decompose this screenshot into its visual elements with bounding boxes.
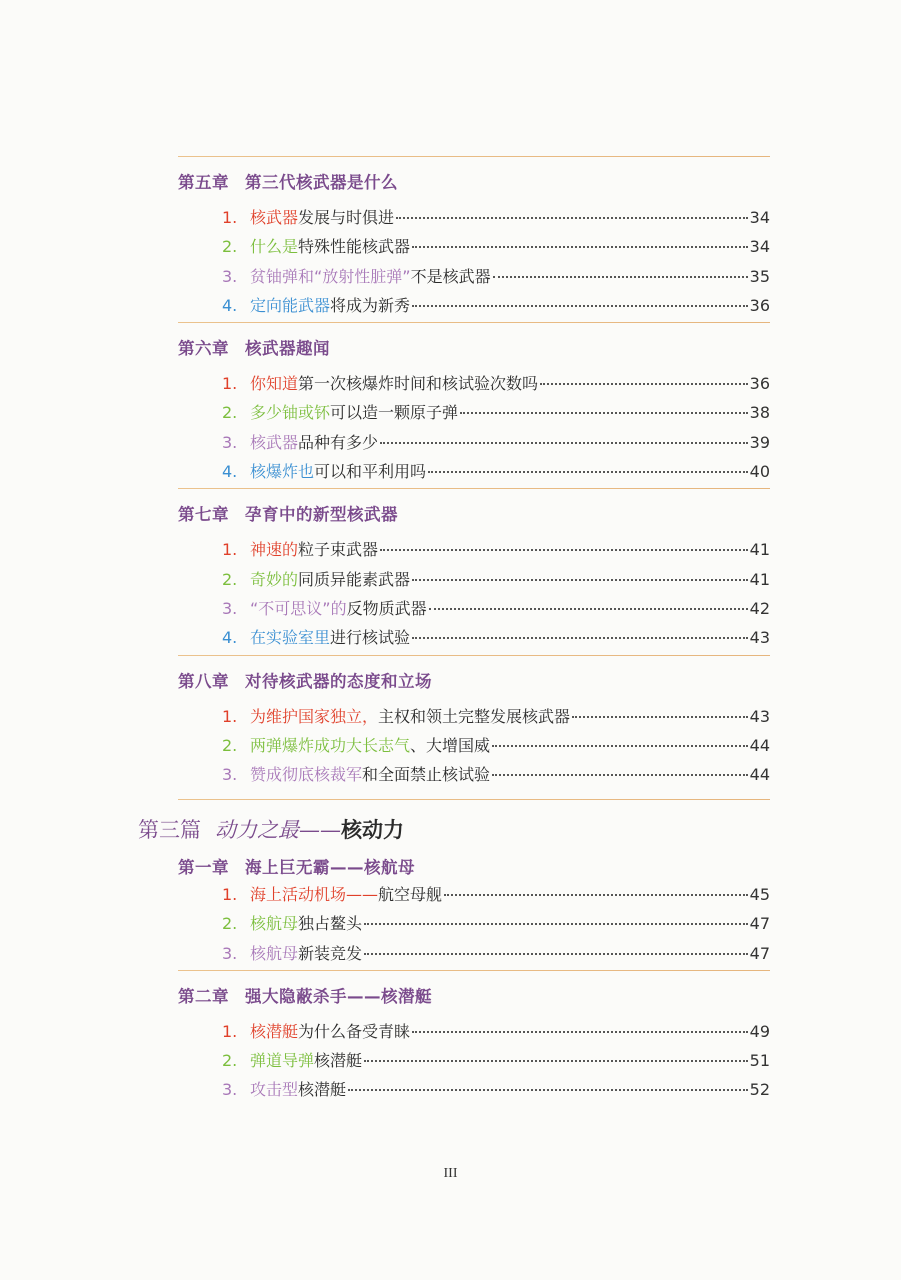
chapter-title: 强大隐蔽杀手——核潜艇 <box>245 986 432 1006</box>
chapter-number: 第八章 <box>178 671 229 691</box>
entry-number: 2. <box>222 735 238 755</box>
toc-entry[interactable] <box>222 625 770 654</box>
toc-entry[interactable] <box>222 371 770 400</box>
dot-leader <box>412 637 748 639</box>
entry-title-highlight: 什么是 <box>250 237 299 257</box>
chapter-heading <box>178 501 770 525</box>
entry-title-rest: 反物质武器 <box>346 598 427 618</box>
entry-number: 1. <box>222 885 238 904</box>
entry-title-rest: 品种有多少 <box>298 432 379 452</box>
entry-title-rest: 核潜艇 <box>314 1051 363 1071</box>
entry-page-number: 41 <box>749 569 770 589</box>
chapter-heading <box>178 169 770 193</box>
toc-entry[interactable] <box>222 1019 770 1048</box>
chapter-title: 对待核武器的态度和立场 <box>245 671 432 691</box>
dot-leader <box>412 246 748 248</box>
toc-entry[interactable] <box>222 537 770 566</box>
entry-title-highlight: 两弹爆炸成功大长志气 <box>250 735 411 755</box>
entry-title <box>250 537 378 560</box>
dot-leader <box>540 383 748 385</box>
toc-entry[interactable] <box>222 1077 770 1106</box>
entry-title <box>250 1077 346 1100</box>
entry-title-rest: 新装竞发 <box>298 943 363 963</box>
dot-leader <box>364 953 748 955</box>
entry-number: 3. <box>222 943 238 963</box>
chapter-block <box>178 848 770 970</box>
entry-title-rest: 发展与时俱进 <box>298 208 395 227</box>
chapter-divider <box>178 322 770 323</box>
entry-title <box>250 264 491 287</box>
entry-number: 2. <box>222 1051 238 1071</box>
entry-title-highlight: 海上活动机场—— <box>250 885 379 904</box>
entry-title-highlight: 弹道导弹 <box>250 1051 315 1071</box>
entry-title <box>250 205 394 228</box>
dot-leader <box>412 579 748 581</box>
entry-page-number: 38 <box>749 403 770 423</box>
toc-entry[interactable] <box>222 293 770 322</box>
entry-title <box>250 293 410 316</box>
entry-title <box>250 941 362 964</box>
toc-entry[interactable] <box>222 596 770 625</box>
toc-entry[interactable] <box>222 430 770 459</box>
entry-title-highlight: 赞成彻底核裁军 <box>250 765 363 785</box>
entry-title <box>250 911 362 934</box>
entry-number: 3. <box>222 1080 238 1100</box>
entry-title-highlight: 在实验室里 <box>250 628 331 648</box>
entry-list <box>178 882 770 970</box>
entry-title-highlight: 定向能武器 <box>250 295 331 315</box>
entry-title-highlight: 神速的 <box>250 540 299 560</box>
toc-section-b <box>178 848 770 1107</box>
entry-list <box>178 205 770 322</box>
entry-number: 3. <box>222 266 238 286</box>
entry-title-rest: 粒子束武器 <box>298 540 379 560</box>
toc-entry[interactable] <box>222 762 770 791</box>
entry-title-rest: 、大增国威 <box>410 735 491 755</box>
entry-number: 3. <box>222 765 238 785</box>
toc-entry[interactable] <box>222 882 770 911</box>
entry-title-highlight: 为维护国家独立， <box>250 706 379 726</box>
part-name: 动力之最—— <box>215 818 341 842</box>
chapter-title: 核武器趣闻 <box>245 339 330 359</box>
entry-list <box>178 1019 770 1107</box>
entry-title-highlight: 核航母 <box>250 914 299 934</box>
toc-entry[interactable] <box>222 400 770 429</box>
entry-title-highlight: 奇妙的 <box>250 569 299 589</box>
chapter-divider <box>178 970 770 971</box>
toc-entry[interactable] <box>222 264 770 293</box>
entry-page-number: 35 <box>749 266 770 286</box>
chapter-heading <box>178 983 770 1007</box>
toc-entry[interactable] <box>222 733 770 762</box>
chapter-number: 第五章 <box>178 173 229 192</box>
part-label: 第三篇 <box>138 818 201 842</box>
toc-entry[interactable] <box>222 1048 770 1077</box>
dot-leader <box>444 894 748 896</box>
dot-leader <box>380 442 748 444</box>
entry-number: 1. <box>222 208 238 227</box>
dot-leader <box>493 276 748 278</box>
chapter-number: 第一章 <box>178 858 229 877</box>
entry-page-number: 43 <box>749 628 770 648</box>
entry-list <box>178 704 770 792</box>
entry-page-number: 34 <box>749 237 770 257</box>
dot-leader <box>396 217 748 219</box>
dot-leader <box>380 549 748 551</box>
toc-entry[interactable] <box>222 205 770 234</box>
entry-page-number: 51 <box>749 1051 770 1071</box>
part-name-bold: 核动力 <box>341 817 404 842</box>
entry-number: 1. <box>222 374 238 394</box>
entry-page-number: 36 <box>749 295 770 315</box>
entry-list <box>178 371 770 488</box>
entry-title <box>250 400 458 423</box>
entry-title-rest: 进行核试验 <box>330 628 411 648</box>
entry-title <box>250 625 410 648</box>
entry-page-number: 44 <box>749 735 770 755</box>
entry-number: 4. <box>222 295 238 315</box>
toc-entry[interactable] <box>222 567 770 596</box>
entry-title-highlight: 贫铀弹和“放射性脏弹” <box>250 266 411 286</box>
dot-leader <box>572 716 748 718</box>
entry-number: 1. <box>222 706 238 726</box>
chapter-number: 第六章 <box>178 339 229 359</box>
dot-leader <box>492 745 748 747</box>
entry-page-number: 39 <box>749 432 770 452</box>
entry-title <box>250 882 442 905</box>
toc-section-a <box>178 156 770 800</box>
entry-page-number: 49 <box>749 1021 770 1041</box>
toc-entry[interactable] <box>222 459 770 488</box>
entry-title-highlight: “不可思议”的 <box>250 598 347 618</box>
entry-page-number: 44 <box>749 765 770 785</box>
entry-title <box>250 704 570 727</box>
chapter-divider <box>178 488 770 489</box>
chapter-block <box>178 489 770 654</box>
entry-title-highlight: 多少铀或钚 <box>250 403 331 423</box>
entry-number: 3. <box>222 598 238 618</box>
entry-number: 3. <box>222 432 238 452</box>
page-number: III <box>443 1166 458 1181</box>
entry-title <box>250 371 538 394</box>
entry-title-rest: 第一次核爆炸时间和核试验次数吗 <box>298 374 539 394</box>
chapter-heading <box>178 335 770 359</box>
entry-title-rest: 同质异能素武器 <box>298 569 411 589</box>
entry-title <box>250 567 410 590</box>
entry-number: 1. <box>222 1021 238 1041</box>
entry-number: 1. <box>222 540 238 560</box>
toc-entry[interactable] <box>222 234 770 263</box>
chapter-number: 第二章 <box>178 986 229 1006</box>
chapter-block <box>178 971 770 1107</box>
entry-title <box>250 234 410 257</box>
entry-title-highlight: 攻击型 <box>250 1080 299 1100</box>
entry-title-rest: 独占鳌头 <box>298 914 363 934</box>
entry-page-number: 42 <box>749 598 770 618</box>
chapter-block <box>178 656 770 792</box>
entry-page-number: 34 <box>749 208 770 227</box>
entry-title-rest: 主权和领土完整发展核武器 <box>378 706 571 726</box>
entry-title <box>250 1019 410 1042</box>
part-title <box>138 814 404 844</box>
chapter-divider <box>178 655 770 656</box>
entry-number: 2. <box>222 237 238 257</box>
entry-title-highlight: 核航母 <box>250 943 299 963</box>
chapter-block <box>178 323 770 488</box>
entry-number: 4. <box>222 462 238 482</box>
entry-page-number: 43 <box>749 706 770 726</box>
entry-number: 2. <box>222 914 238 934</box>
entry-title-rest: 不是核武器 <box>410 266 491 286</box>
dot-leader <box>429 608 748 610</box>
entry-title-highlight: 你知道 <box>250 374 299 394</box>
entry-title-rest: 将成为新秀 <box>330 295 411 315</box>
entry-page-number: 41 <box>749 540 770 560</box>
entry-number: 2. <box>222 403 238 423</box>
entry-title-rest: 核潜艇 <box>298 1080 347 1100</box>
entry-title-rest: 航空母舰 <box>378 885 443 904</box>
toc-entry[interactable] <box>222 941 770 970</box>
entry-page-number: 52 <box>749 1080 770 1100</box>
entry-number: 2. <box>222 569 238 589</box>
entry-title-rest: 为什么备受青睐 <box>298 1021 411 1041</box>
chapter-title: 孕育中的新型核武器 <box>245 505 398 525</box>
chapter-title: 海上巨无霸——核航母 <box>245 858 415 877</box>
chapter-number: 第七章 <box>178 505 229 525</box>
chapter-heading <box>178 668 770 692</box>
entry-title-highlight: 核潜艇 <box>250 1021 299 1041</box>
dot-leader <box>348 1089 748 1091</box>
entry-title <box>250 1048 362 1071</box>
entry-title <box>250 459 426 482</box>
entry-title <box>250 430 378 453</box>
dot-leader <box>412 305 748 307</box>
chapter-divider <box>178 156 770 157</box>
entry-page-number: 40 <box>749 462 770 482</box>
entry-list <box>178 537 770 654</box>
entry-page-number: 47 <box>749 943 770 963</box>
dot-leader <box>412 1031 748 1033</box>
entry-title-rest: 特殊性能核武器 <box>298 237 411 257</box>
entry-title-rest: 可以造一颗原子弹 <box>330 403 459 423</box>
dot-leader <box>492 774 748 776</box>
entry-title <box>250 596 427 619</box>
entry-title-highlight: 核爆炸也 <box>250 462 315 482</box>
entry-title <box>250 733 490 756</box>
dot-leader <box>364 923 748 925</box>
entry-page-number: 45 <box>749 885 770 904</box>
entry-title-highlight: 核武器 <box>250 432 299 452</box>
entry-title-rest: 可以和平利用吗 <box>314 462 427 482</box>
chapter-title: 第三代核武器是什么 <box>245 173 398 192</box>
entry-title-rest: 和全面禁止核试验 <box>362 765 491 785</box>
entry-title-highlight: 核武器 <box>250 208 299 227</box>
dot-leader <box>428 471 748 473</box>
dot-leader <box>460 412 748 414</box>
toc-entry[interactable] <box>222 911 770 940</box>
entry-number: 4. <box>222 628 238 648</box>
chapter-block <box>178 157 770 322</box>
dot-leader <box>364 1060 748 1062</box>
entry-page-number: 47 <box>749 914 770 934</box>
chapter-heading <box>178 854 770 878</box>
entry-page-number: 36 <box>749 374 770 394</box>
chapter-divider <box>178 799 770 800</box>
toc-entry[interactable] <box>222 704 770 733</box>
entry-title <box>250 762 490 785</box>
